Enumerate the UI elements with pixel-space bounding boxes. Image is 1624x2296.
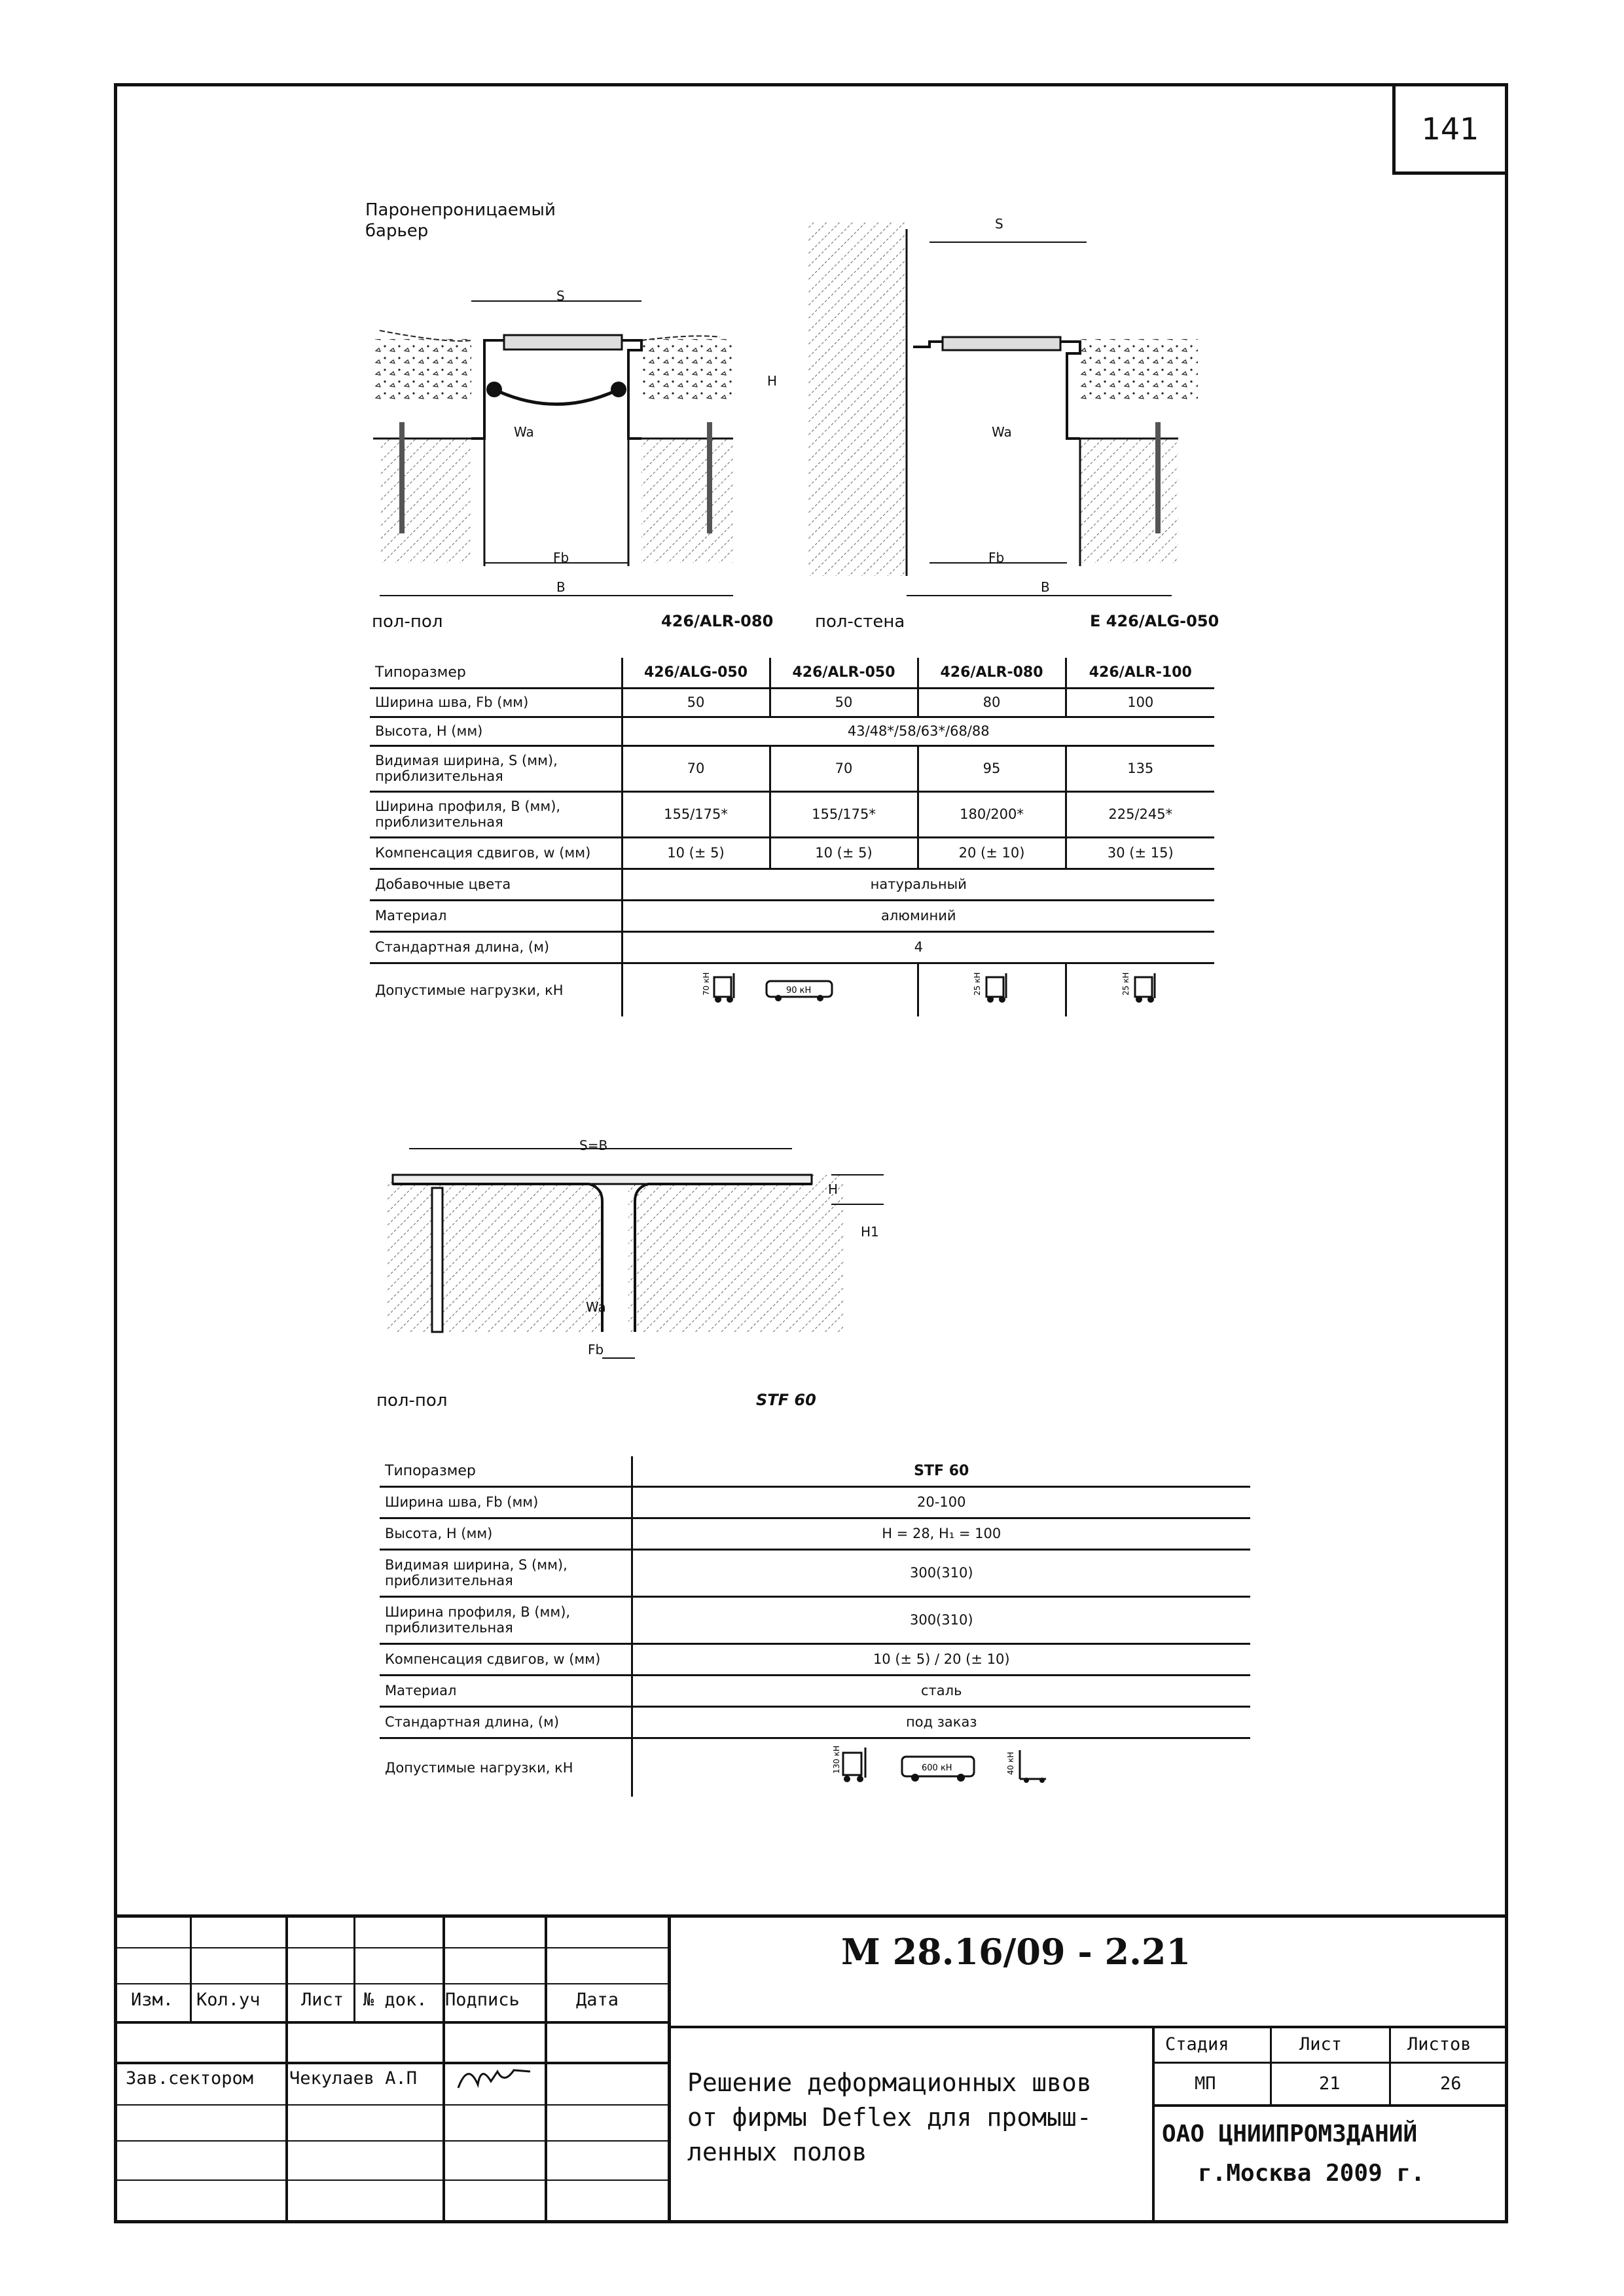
cell: 95 bbox=[918, 745, 1066, 791]
svg-text:90 кН: 90 кН bbox=[786, 986, 812, 996]
forklift-icon bbox=[965, 972, 1018, 1005]
row-label: Ширина шва, Fb (мм) bbox=[370, 688, 622, 717]
dim-fb-left: Fb bbox=[553, 550, 569, 565]
hdr-alg050: 426/ALG-050 bbox=[622, 658, 770, 688]
joint-profile-drawings bbox=[353, 190, 1283, 622]
svg-text:600 кН: 600 кН bbox=[922, 1763, 952, 1774]
page-number: 141 bbox=[1392, 83, 1508, 175]
cell: 100 bbox=[1066, 688, 1214, 717]
svg-text:70 кН: 70 кН bbox=[702, 972, 711, 996]
row-label: Высота, H (мм) bbox=[370, 717, 622, 745]
cell: 50 bbox=[770, 688, 918, 717]
cell: 30 (± 15) bbox=[1066, 837, 1214, 869]
sheet: 21 bbox=[1319, 2073, 1341, 2094]
svg-text:25 кН: 25 кН bbox=[1121, 972, 1131, 996]
dim-fb-right: Fb bbox=[988, 550, 1005, 565]
row-label: Ширина шва, Fb (мм) bbox=[380, 1486, 632, 1518]
caption-floor-floor: пол-пол bbox=[372, 612, 443, 632]
load-icons-3 bbox=[1066, 963, 1214, 1016]
drawing-floor-wall bbox=[808, 223, 1198, 596]
forklift-truck-icons bbox=[823, 1746, 1059, 1785]
dim-s-right: S bbox=[995, 216, 1003, 232]
cell: 300(310) bbox=[632, 1596, 1250, 1643]
svg-text:25 кН: 25 кН bbox=[973, 972, 982, 996]
dim-sb: S=B bbox=[579, 1138, 608, 1153]
dim-h1: H1 bbox=[861, 1224, 879, 1240]
row-label: Добавочные цвета bbox=[370, 869, 622, 900]
cell-span: алюминий bbox=[622, 900, 1214, 931]
row-label: Стандартная длина, (м) bbox=[370, 931, 622, 963]
stf60-drawing bbox=[373, 1136, 897, 1384]
row-label: Компенсация сдвигов, w (мм) bbox=[380, 1643, 632, 1675]
cell: 10 (± 5) bbox=[770, 837, 918, 869]
cell: 10 (± 5) / 20 (± 10) bbox=[632, 1643, 1250, 1675]
signature bbox=[452, 2058, 537, 2098]
caption-floor-wall: пол-стена bbox=[815, 612, 905, 632]
load-icons-1 bbox=[622, 963, 918, 1016]
cell: 135 bbox=[1066, 745, 1214, 791]
row-label: Допустимые нагрузки, кН bbox=[375, 982, 564, 998]
dim-h-left: H bbox=[767, 373, 778, 389]
dim-h: H bbox=[828, 1181, 839, 1197]
cell: 80 bbox=[918, 688, 1066, 717]
col-list: Лист bbox=[301, 1990, 344, 2010]
sheet-hdr: Лист bbox=[1299, 2034, 1343, 2054]
stage-hdr: Стадия bbox=[1165, 2034, 1229, 2054]
row-label: Видимая ширина, S (мм), приблизительная bbox=[370, 745, 622, 791]
svg-text:40 кН: 40 кН bbox=[1006, 1751, 1016, 1776]
row-label: Ширина профиля, B (мм), приблизительная bbox=[370, 791, 622, 837]
col-sign: Подпись bbox=[445, 1990, 520, 2010]
cell: 180/200* bbox=[918, 791, 1066, 837]
forklift-icon bbox=[1114, 972, 1166, 1005]
hdr-alr050: 426/ALR-050 bbox=[770, 658, 918, 688]
col-doc: № док. bbox=[363, 1990, 427, 2010]
cell: 20 (± 10) bbox=[918, 837, 1066, 869]
load-icons-stf bbox=[632, 1738, 1250, 1797]
sheets-hdr: Листов bbox=[1407, 2034, 1471, 2054]
person: Чекулаев А.П bbox=[289, 2068, 418, 2089]
org-name: ОАО ЦНИИПРОМЗДАНИЙ bbox=[1162, 2121, 1418, 2147]
row-label: Материал bbox=[380, 1675, 632, 1706]
spec-table-stf60 bbox=[380, 1456, 1250, 1797]
row-label: Допустимые нагрузки, кН bbox=[385, 1759, 573, 1776]
dim-w: Wa bbox=[586, 1299, 606, 1315]
stage: МП bbox=[1195, 2073, 1216, 2094]
cell: 155/175* bbox=[770, 791, 918, 837]
row-label: Компенсация сдвигов, w (мм) bbox=[370, 837, 622, 869]
row-label: Ширина профиля, B (мм), приблизительная bbox=[380, 1596, 632, 1643]
sheets: 26 bbox=[1440, 2073, 1462, 2094]
cell: 155/175* bbox=[622, 791, 770, 837]
title-line-1: Решение деформационных швов bbox=[687, 2068, 1092, 2097]
barrier-label: Паронепроницаемый барьер bbox=[365, 200, 556, 241]
forklift-icon bbox=[695, 972, 845, 1005]
hdr-stf60: STF 60 bbox=[632, 1456, 1250, 1486]
cell: H = 28, H₁ = 100 bbox=[632, 1518, 1250, 1549]
col-izm: Изм. bbox=[131, 1990, 174, 2010]
dim-b-right: B bbox=[1041, 579, 1050, 595]
title-line-3: ленных полов bbox=[687, 2138, 867, 2166]
dim-w-right: Wa bbox=[992, 424, 1012, 440]
dim-s-left: S bbox=[556, 288, 565, 304]
cell: 300(310) bbox=[632, 1549, 1250, 1596]
code-stf: STF 60 bbox=[756, 1391, 816, 1409]
dim-b-left: B bbox=[556, 579, 566, 595]
cell: 70 bbox=[770, 745, 918, 791]
title-line-2: от фирмы Deflex для промыш- bbox=[687, 2103, 1092, 2132]
dim-w-left: Wa bbox=[514, 424, 534, 440]
row-label: Видимая ширина, S (мм), приблизительная bbox=[380, 1549, 632, 1596]
cell: 20-100 bbox=[632, 1486, 1250, 1518]
cell: 225/245* bbox=[1066, 791, 1214, 837]
col-kol: Кол.уч bbox=[196, 1990, 261, 2010]
row-label: Высота, H (мм) bbox=[380, 1518, 632, 1549]
cell: сталь bbox=[632, 1675, 1250, 1706]
cell-span: натуральный bbox=[622, 869, 1214, 900]
cell-span: 43/48*/58/63*/68/88 bbox=[622, 717, 1214, 745]
col-date: Дата bbox=[576, 1990, 619, 2010]
row-label: Стандартная длина, (м) bbox=[380, 1706, 632, 1738]
hdr-alr080: 426/ALR-080 bbox=[918, 658, 1066, 688]
cell: 70 bbox=[622, 745, 770, 791]
cell: 10 (± 5) bbox=[622, 837, 770, 869]
cell-span: 4 bbox=[622, 931, 1214, 963]
cell: под заказ bbox=[632, 1706, 1250, 1738]
dim-fb: Fb bbox=[588, 1342, 604, 1357]
load-icons-2 bbox=[918, 963, 1066, 1016]
caption-stf-floor: пол-пол bbox=[376, 1391, 448, 1410]
hdr-alr100: 426/ALR-100 bbox=[1066, 658, 1214, 688]
cell: 50 bbox=[622, 688, 770, 717]
hdr-type: Типоразмер bbox=[370, 658, 622, 688]
doc-code: М 28.16/09 - 2.21 bbox=[841, 1931, 1191, 1973]
code-right: E 426/ALG-050 bbox=[1090, 612, 1219, 630]
role: Зав.сектором bbox=[126, 2068, 254, 2089]
spec-table-426 bbox=[370, 658, 1214, 1016]
row-label: Материал bbox=[370, 900, 622, 931]
hdr-type: Типоразмер bbox=[380, 1456, 632, 1486]
code-left: 426/ALR-080 bbox=[661, 612, 774, 630]
org-city-year: г.Москва 2009 г. bbox=[1198, 2160, 1425, 2187]
svg-text:130 кН: 130 кН bbox=[832, 1746, 842, 1774]
